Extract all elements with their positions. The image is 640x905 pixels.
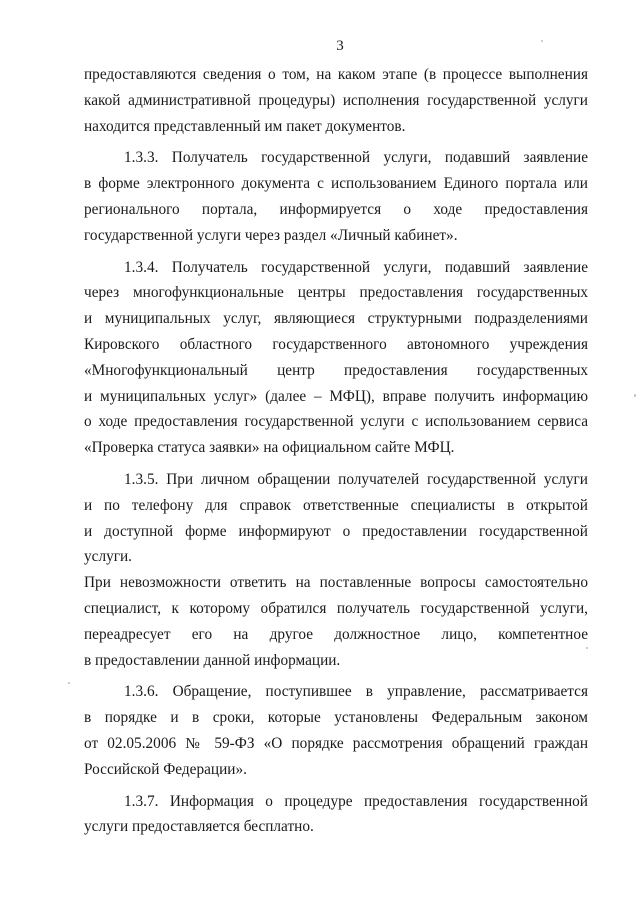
text-line: Российской Федерации». xyxy=(84,760,247,778)
paragraph-1-3-5 xyxy=(84,467,588,673)
text-line: о ходе предоставления государственной услуги с использованием сервиса xyxy=(84,413,588,431)
text-line: предоставляются сведения о том, на каком этапе (в процессе выполнения xyxy=(84,66,588,83)
text-line: 1.3.4. Получатель государственной услуги, подавший заявление xyxy=(124,258,588,276)
text-line: 1.3.5. При личном обращении получателей государственной услуги xyxy=(124,470,588,488)
text-line: переадресует его на другое должностное лицо, компетентное xyxy=(84,625,588,643)
paragraph-1-3-3 xyxy=(84,145,588,248)
text-line: и муниципальных услуг, являющиеся структурными подразделениями xyxy=(84,310,588,328)
text-line: 1.3.6. Обращение, поступившее в управление, рассматривается xyxy=(124,683,588,701)
text-line: в форме электронного документа с использованием Единого портала или xyxy=(84,175,588,193)
text-line: 1.3.7. Информация о процедуре предоставления государственной xyxy=(124,792,588,810)
text-line: 1.3.3. Получатель государственной услуги, подавший заявление xyxy=(124,149,588,167)
text-line: «Многофункциональный центр предоставления государственных xyxy=(84,361,588,379)
page-number: 3 xyxy=(336,38,344,54)
text-line: регионального портала, информируется о ходе предоставления xyxy=(84,200,588,218)
text-line: и муниципальных услуг» (далее – МФЦ), вправе получить информацию xyxy=(84,387,588,405)
text-line: При невозможности ответить на поставленные вопросы самостоятельно xyxy=(84,574,588,592)
text-line: специалист, к которому обратился получатель государственной услуги, xyxy=(84,599,588,617)
text-line: и по телефону для справок ответственные специалисты в открытой xyxy=(84,496,588,514)
text-line: в предоставлении данной информации. xyxy=(84,651,341,669)
paragraph-1-3-7 xyxy=(84,789,588,841)
text-line: через многофункциональные центры предоставления государственных xyxy=(84,284,588,302)
scan-speck xyxy=(586,647,588,649)
scan-speck xyxy=(634,394,636,397)
text-line: от 02.05.2006 № 59-ФЗ «О порядке рассмотрения обращений граждан xyxy=(84,734,588,752)
text-line: находится представленный им пакет документов. xyxy=(84,117,406,135)
scan-speck xyxy=(68,682,70,684)
text-line: в порядке и в сроки, которые установлены Федеральным законом xyxy=(84,709,588,727)
paragraph-1-3-6 xyxy=(84,679,588,782)
text-line: услуги предоставляется бесплатно. xyxy=(84,818,314,836)
text-line: и доступной форме информируют о предоставлении государственной услуги. xyxy=(84,522,588,566)
document-body xyxy=(84,62,588,846)
text-line: «Проверка статуса заявки» на официальном сайте МФЦ. xyxy=(84,439,455,457)
paragraph-1-3-4 xyxy=(84,255,588,461)
text-line: государственной услуги через раздел «Личный кабинет». xyxy=(84,226,458,244)
paragraph-continuation xyxy=(84,62,588,139)
scan-speck xyxy=(541,40,543,42)
text-line: какой административной процедуры) исполнения государственной услуги xyxy=(84,91,588,109)
text-line: Кировского областного государственного автономного учреждения xyxy=(84,335,588,353)
